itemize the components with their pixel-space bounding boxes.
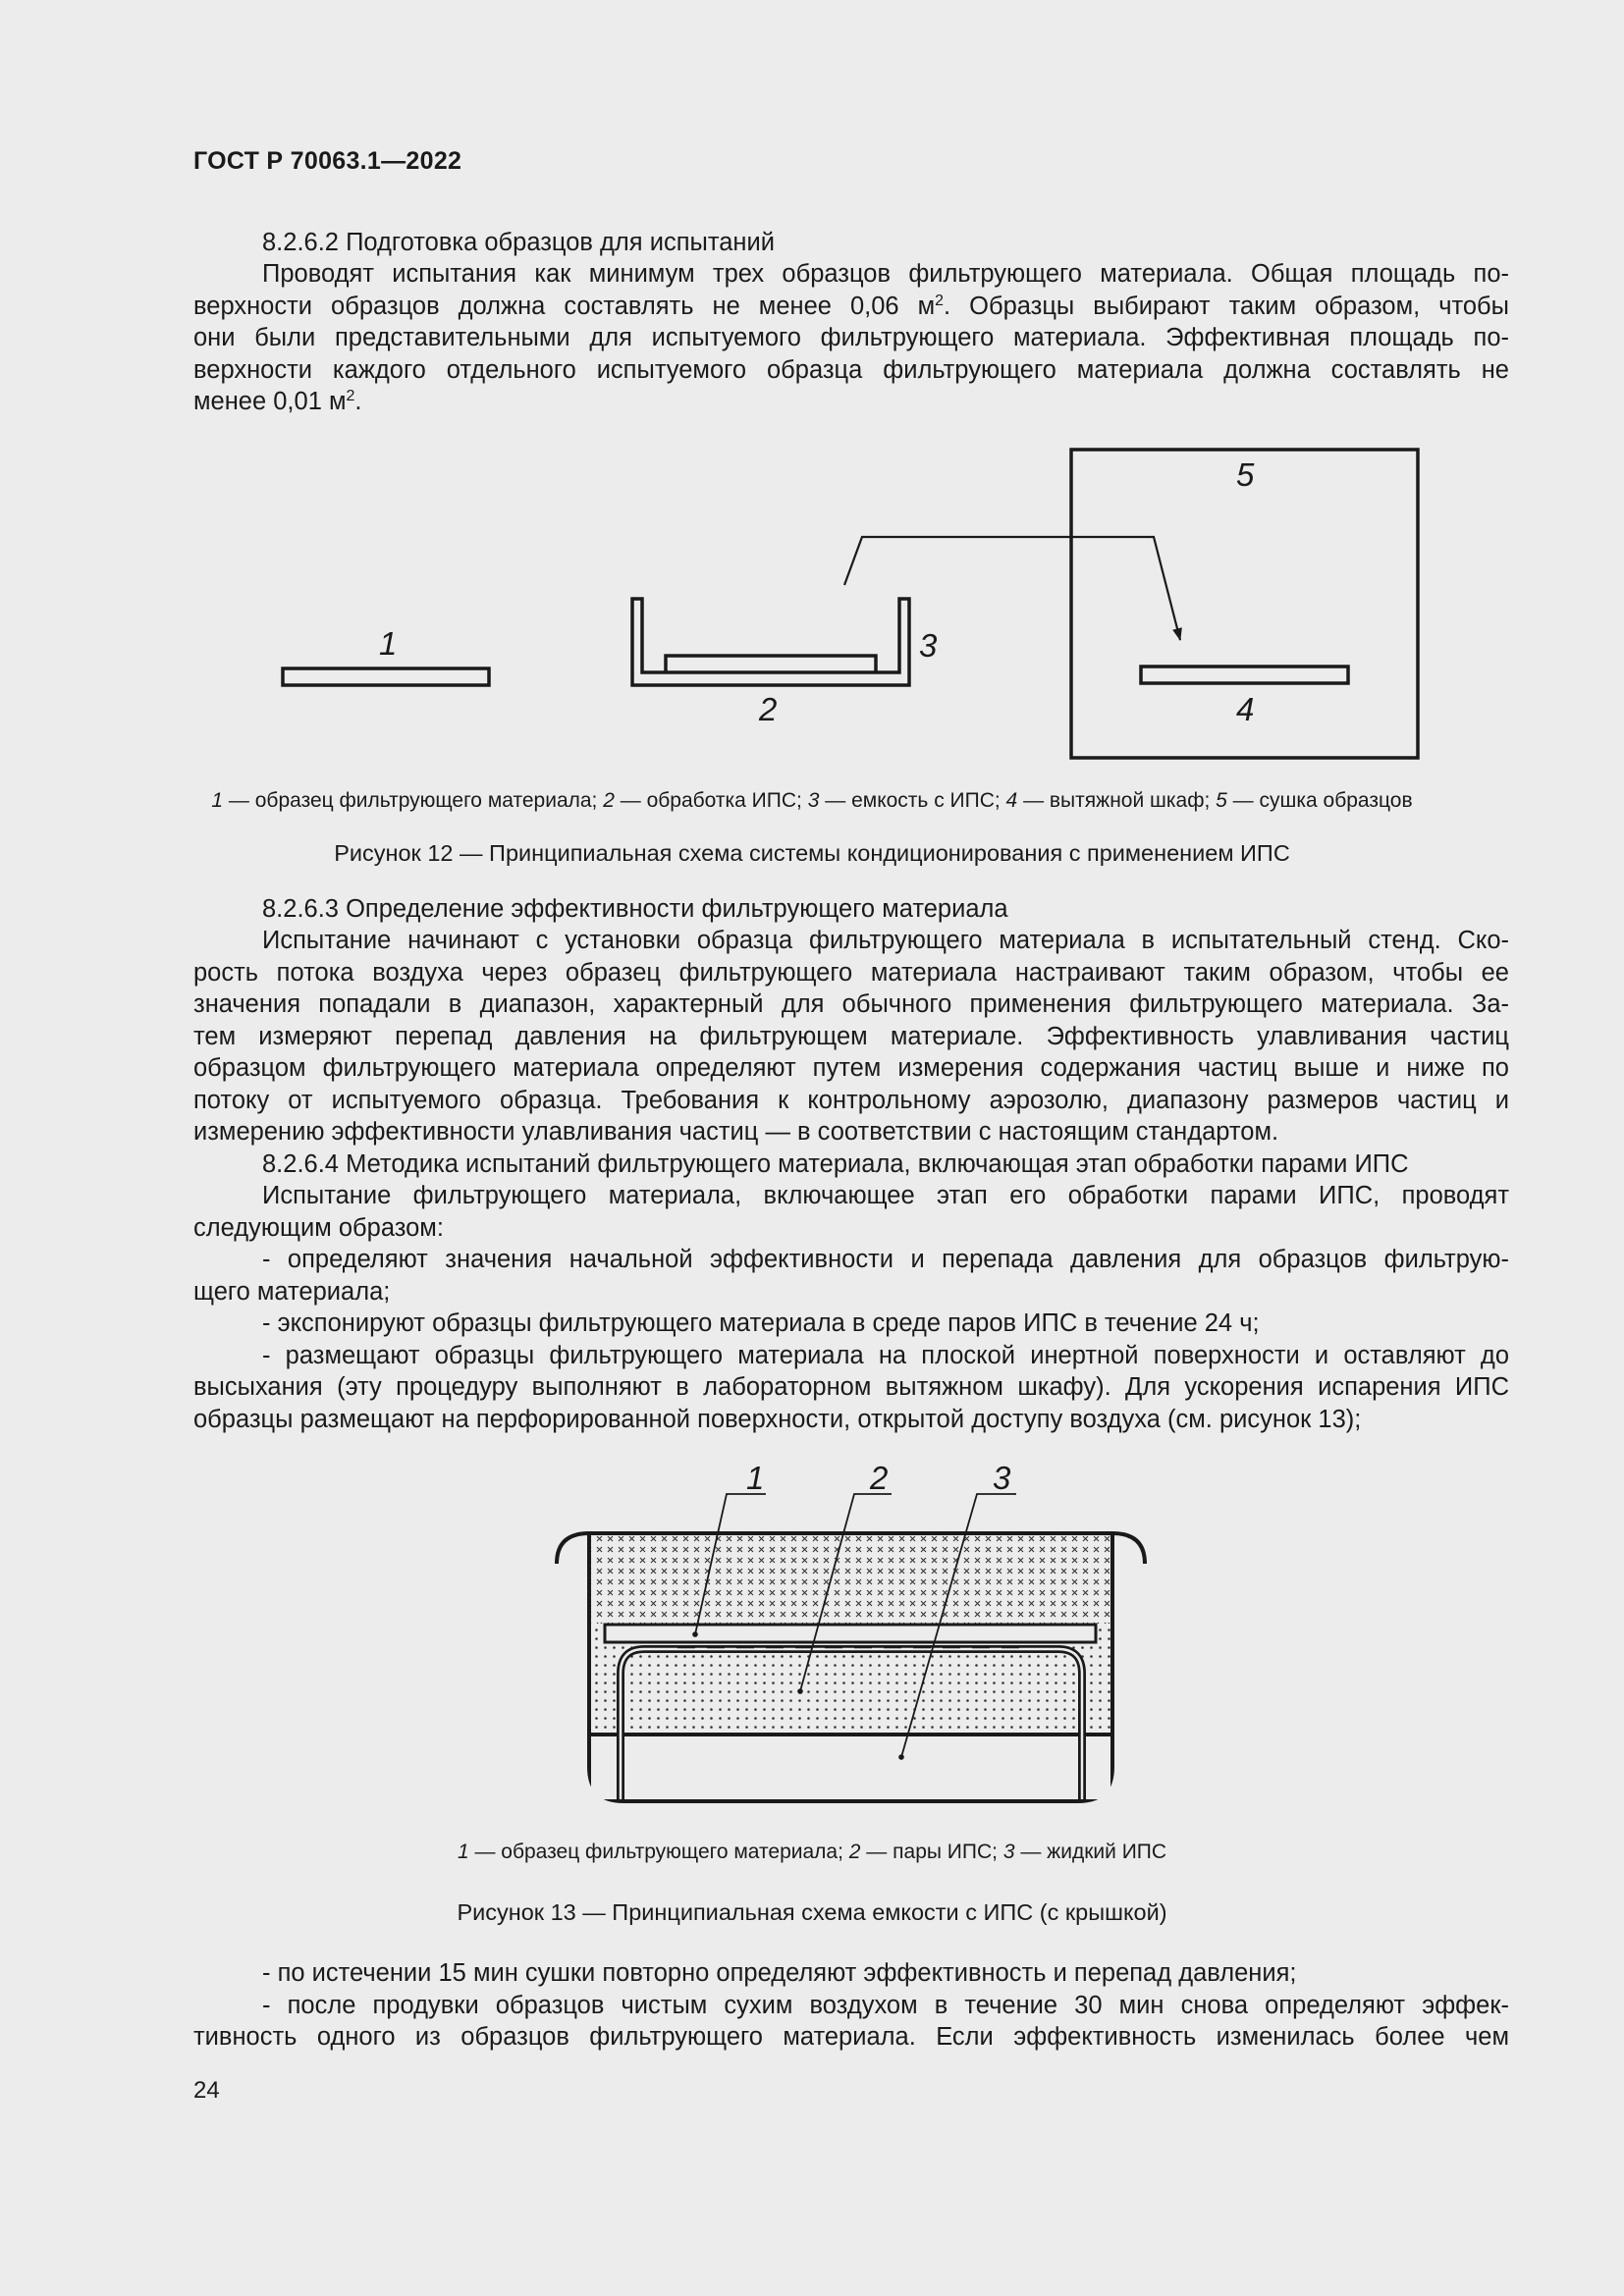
leader-3-dot	[898, 1754, 904, 1760]
text-line: щего материала;	[193, 1277, 391, 1306]
transfer-arrow	[844, 537, 1180, 640]
section-8262-text	[193, 258, 1509, 418]
ips-container	[632, 599, 909, 685]
legend-text: — образец фильтрующего материала;	[223, 789, 604, 812]
legend-text: — жидкий ИПС	[1014, 1841, 1167, 1863]
text-line: значения попадали в диапазон, характерный для обычного применения фильтрующего материала. За-	[193, 990, 1509, 1018]
text-line: - размещают образцы фильтрующего материала на плоской инертной поверхности и оставляют до	[262, 1341, 1509, 1369]
figure-13-caption: Рисунок 13 — Принципиальная схема емкости с ИПС (с крышкой)	[457, 1899, 1167, 1925]
text-line: - после продувки образцов чистым сухим воздухом в течение 30 мин снова определяют эффек-	[262, 1991, 1509, 2019]
vapor-fill-upper	[589, 1533, 1112, 1624]
text-line: потоку от испытуемого образца. Требования к контрольному аэрозолю, диапазону размеров частиц и	[193, 1086, 1509, 1114]
section-8262-title: 8.2.6.2 Подготовка образцов для испытаний	[262, 229, 775, 256]
figure-13-legend	[0, 1841, 1624, 1864]
legend-text: — сушка образцов	[1226, 789, 1413, 812]
label-4: 4	[1236, 691, 1255, 727]
text-line: - по истечении 15 мин сушки повторно определяют эффективность и перепад давления;	[262, 1959, 1297, 1987]
tail-text	[193, 1957, 1509, 2054]
text-fragment: .	[354, 388, 362, 415]
ips-treated-sample	[666, 656, 876, 672]
legend-num: 4	[1005, 789, 1018, 812]
superscript: 2	[346, 388, 355, 404]
text-line: Испытание начинают с установки образца фильтрующего материала в испытательный стенд. Ско-	[262, 927, 1509, 954]
text-line	[193, 291, 1509, 323]
legend-num: 3	[1002, 1841, 1015, 1863]
superscript: 2	[935, 292, 945, 309]
legend-num: 3	[807, 789, 820, 812]
label-2: 2	[870, 1460, 889, 1496]
text-line: - экспонируют образцы фильтрующего материала в среде паров ИПС в течение 24 ч;	[262, 1309, 1260, 1337]
liquid-fill	[591, 1736, 1110, 1799]
text-line: рость потока воздуха через образец фильтрующего материала настраивают таким образом, чтобы ее	[193, 958, 1509, 987]
label-1: 1	[746, 1460, 765, 1496]
text-line: тивность одного из образцов фильтрующего материала. Если эффективность изменилась более чем	[193, 2023, 1509, 2051]
section-8263-title: 8.2.6.3 Определение эффективности фильтрующего материала	[262, 895, 1008, 923]
legend-text: — образец фильтрующего материала;	[468, 1841, 849, 1863]
section-8264-text	[193, 1180, 1509, 1435]
legend-num: 1	[211, 789, 224, 812]
label-1: 1	[379, 625, 398, 662]
section-8264-title: 8.2.6.4 Методика испытаний фильтрующего материала, включающая этап обработки парами ИПС	[262, 1150, 1409, 1178]
figure-13-diagram	[0, 1453, 1624, 1816]
legend-num: 2	[848, 1841, 861, 1863]
legend-text: — пары ИПС;	[860, 1841, 1003, 1863]
text-fragment: верхности образцов должна составлять не менее 0,06 м	[193, 292, 936, 320]
legend-num: 2	[603, 789, 615, 812]
leader-1-dot	[692, 1631, 698, 1637]
text-line: следующим образом:	[193, 1213, 444, 1242]
document-header: ГОСТ Р 70063.1—2022	[193, 147, 462, 175]
label-3: 3	[919, 627, 938, 664]
text-line: они были представительными для испытуемого фильтрующего материала. Эффективная площадь по-	[193, 324, 1509, 351]
text-line: высыхания (эту процедуру выполняют в лабораторном вытяжном шкафу). Для ускорения испарения ИПС	[193, 1373, 1509, 1401]
text-fragment: менее 0,01 м	[193, 388, 347, 415]
text-line: тем измеряют перепад давления на фильтрующем материале. Эффективность улавливания частиц	[193, 1022, 1509, 1050]
figure-12-caption: Рисунок 12 — Принципиальная схема системы кондиционирования с применением ИПС	[334, 840, 1290, 866]
text-fragment: . Образцы выбирают таким образом, чтобы	[944, 292, 1509, 320]
text-line: измерению эффективности улавливания частиц — в соответствии с настоящим стандартом.	[193, 1118, 1279, 1146]
section-8263-text	[193, 925, 1509, 1148]
page-number: 24	[193, 2077, 220, 2104]
legend-text: — емкость с ИПС;	[819, 789, 1006, 812]
cabinet-sample-plate	[1141, 667, 1348, 683]
text-line: образцы размещают на перфорированной поверхности, открытой доступу воздуха (см. рисунок 13);	[193, 1405, 1362, 1433]
legend-text: — обработка ИПС;	[614, 789, 808, 812]
text-line: верхности каждого отдельного испытуемого образца фильтрующего материала должна составлять не	[193, 355, 1509, 384]
label-2: 2	[759, 691, 778, 727]
text-line: образцом фильтрующего материала определяют путем измерения содержания частиц выше и ниже по	[193, 1054, 1509, 1082]
text-line	[193, 386, 1509, 418]
text-line: Испытание фильтрующего материала, включающее этап его обработки парами ИПС, проводят	[262, 1182, 1509, 1209]
label-5: 5	[1236, 456, 1255, 493]
text-line: Проводят испытания как минимум трех образцов фильтрующего материала. Общая площадь по-	[262, 260, 1509, 288]
legend-num: 5	[1216, 789, 1227, 812]
figure-12-legend	[0, 789, 1624, 813]
label-3: 3	[993, 1460, 1011, 1496]
leader-2-dot	[797, 1688, 803, 1694]
text-line: - определяют значения начальной эффективности и перепада давления для образцов фильтрую-	[262, 1246, 1509, 1273]
legend-text: — вытяжной шкаф;	[1017, 789, 1217, 812]
sample-plate	[605, 1625, 1096, 1642]
sample-plate	[283, 668, 489, 685]
legend-num: 1	[457, 1841, 469, 1863]
figure-12-diagram	[0, 432, 1624, 785]
